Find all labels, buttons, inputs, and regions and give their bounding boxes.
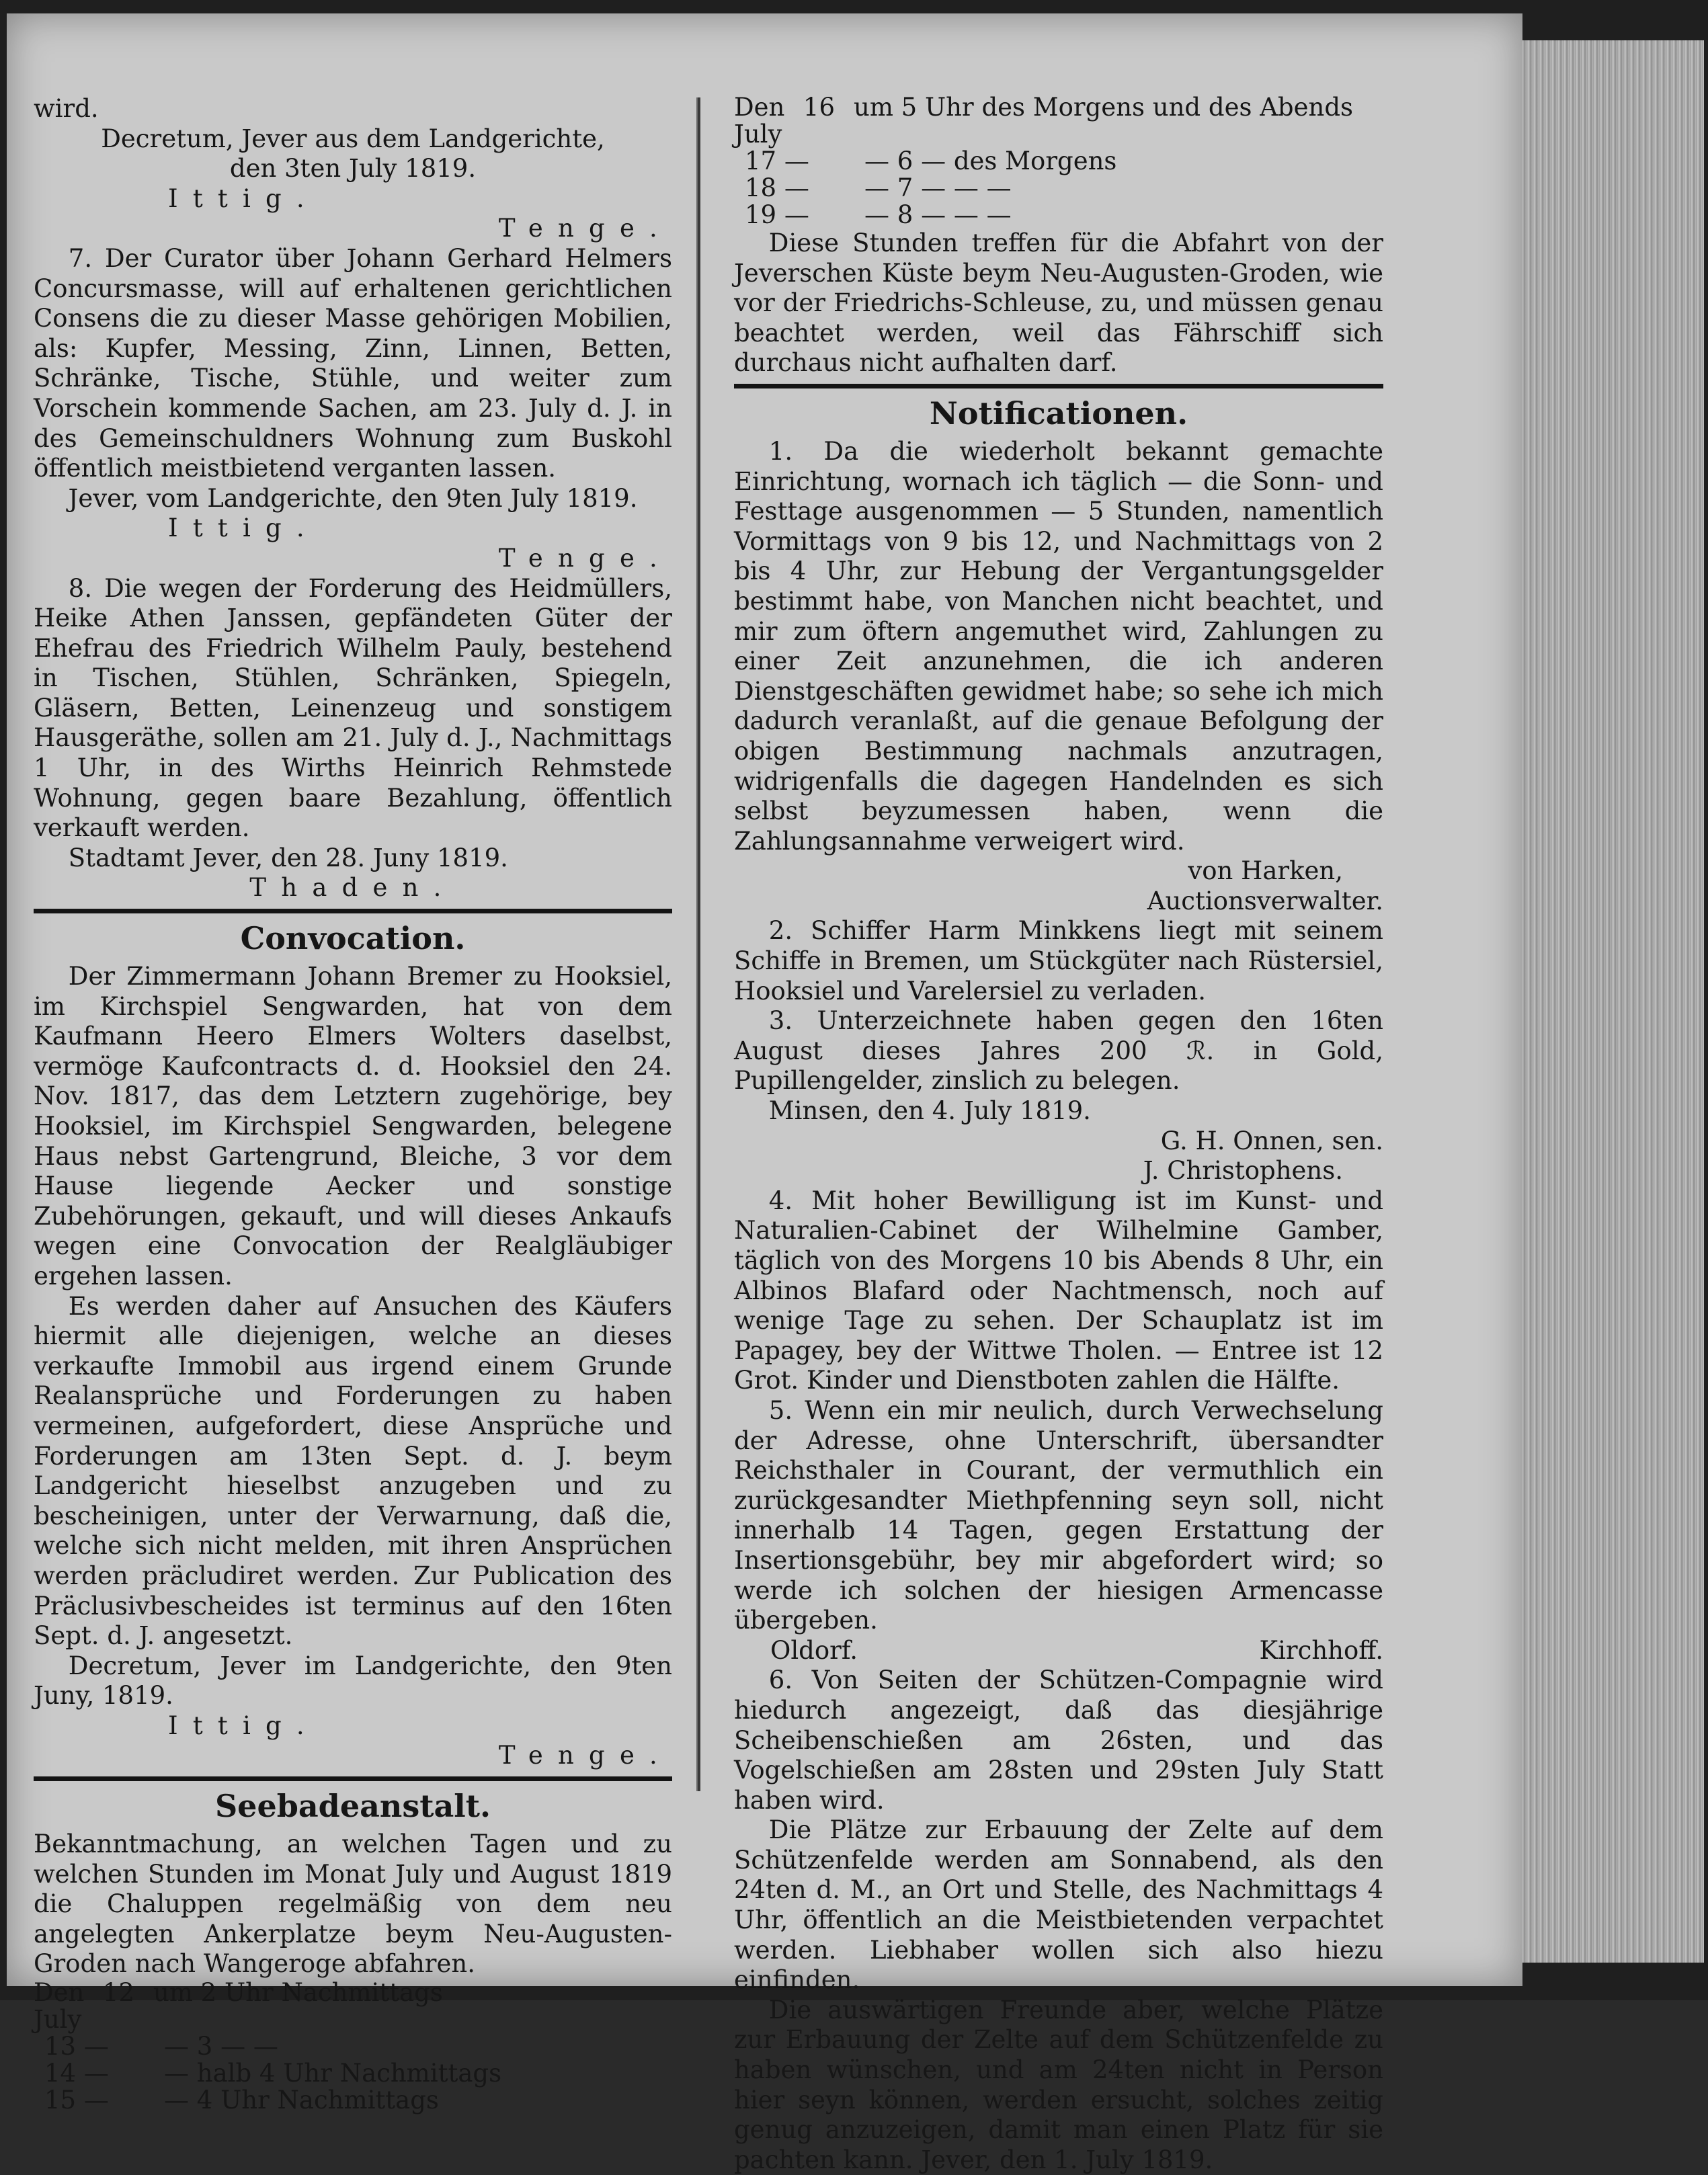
schedule-row xyxy=(734,175,1383,202)
schedule-day: 18 — xyxy=(745,173,809,202)
notification-6-paragraph: Die Plätze zur Erbauung der Zelte auf dem Schützenfelde werden am Sonnabend, als den 24ten d. M., an Ort und Stelle, des Nachmittags 4 Uhr, öffentlich an die Meistbietenden verpachtet werden. Liebhaber wollen sich also hiezu einfinden. xyxy=(734,1815,1383,1995)
schedule-row xyxy=(734,202,1383,229)
ferry-schedule-table xyxy=(734,94,1383,229)
section-rule xyxy=(34,1776,672,1781)
schedule-row xyxy=(34,1979,672,2033)
notification-4: 4. Mit hoher Bewilligung ist im Kunst- und Naturalien-Cabinet der Wilhelmine Gamber, täglich von des Morgens 10 bis Abends 8 Uhr, ein Albinos Blafard oder Nachtmensch, noch auf wenige Tage zu sehen. Der Schauplatz ist im Papagey, bey der Wittwe Tholen. — Entree ist 12 Grot. Kinder und Dienstboten zahlen die Hälfte. xyxy=(734,1186,1383,1395)
schedule-note: Diese Stunden treffen für die Abfahrt von der Jeverschen Küste beym Neu-Augusten-Groden, wie vor der Friedrichs-Schleuse, zu, und müssen genau beachtet werden, weil das Fährschiff sich durchaus nicht aufhalten darf. xyxy=(734,229,1383,378)
notification-3: 3. Unterzeichnete haben gegen den 16ten August dieses Jahres 200 ℛ. in Gold, Pupillengelder, zinslich zu belegen. xyxy=(734,1006,1383,1096)
schedule-day: 13 — xyxy=(44,2032,109,2061)
top-fragment: wird. xyxy=(34,94,99,123)
notification-5-signoff xyxy=(734,1636,1383,1666)
section-rule xyxy=(34,909,672,913)
notification-6: 6. Von Seiten der Schützen-Compagnie wird hiedurch angezeigt, daß das diesjährige Scheibenschießen am 26sten, und das Vogelschießen am 28sten und 29sten July Statt haben wird. xyxy=(734,1666,1383,1815)
section-heading-seebad: Seebadeanstalt. xyxy=(214,1788,491,1825)
notice-place-date: Minsen, den 4. July 1819. xyxy=(768,1096,1091,1126)
notice-place-date: Jever, vom Landgerichte, den 9ten July 1819. xyxy=(68,483,638,513)
signature: Ittig. xyxy=(168,514,319,543)
schedule-time: — 4 Uhr Nachmittags xyxy=(164,2086,439,2115)
notice-8: 8. Die wegen der Forderung des Heidmüllers, Heike Athen Janssen, gepfändeten Güter der Ehefrau des Friedrich Wilhelm Pauly, bestehend in Tischen, Stühlen, Schränken, Spiegeln, Gläsern, Betten, Leinenzeug und sonstigem Hausgeräthe, sollen am 21. July d. J., Nachmittags 1 Uhr, in des Wirths Heinrich Rehmstede Wohnung, gegen baare Bezahlung, öffentlich verkauft werden. xyxy=(34,573,672,843)
notification-2: 2. Schiffer Harm Minkkens liegt mit seinem Schiffe in Bremen, um Stückgüter nach Rüstersiel, Hooksiel und Varelersiel zu verladen. xyxy=(734,916,1383,1006)
notification-5: 5. Wenn ein mir neulich, durch Verwechselung der Adresse, ohne Unterschrift, übersandter Reichsthaler in Courant, der vermuthlich ein zurückgesandter Miethpfenning seyn soll, nicht innerhalb 14 Tagen, gegen Erstattung der Insertionsgebühr, bey mir abgefordert wird; so werde ich solchen der hiesigen Armencasse übergeben. xyxy=(734,1395,1383,1635)
convocation-decree: Decretum, Jever im Landgerichte, den 9ten Juny, 1819. xyxy=(34,1651,672,1711)
schedule-time: — 8 — — — xyxy=(864,200,1012,229)
signature: von Harken, xyxy=(1188,856,1343,886)
signoff-place: Oldorf. xyxy=(770,1635,858,1665)
schedule-time: — 6 — des Morgens xyxy=(864,147,1117,175)
schedule-day: Den 16 July xyxy=(734,93,835,149)
notification-6-paragraph: Die auswärtigen Freunde aber, welche Plätze zur Erbauung der Zelte auf dem Schützenfelde zu haben wünschen, und am 24ten nicht in Person hier seyn können, werden ersucht, solches zeitig genug anzuzeigen, damit man einen Platz für sie pachten kann. Jever, den 1. July 1819. xyxy=(734,1995,1383,2174)
schedule-day: 19 — xyxy=(745,200,809,229)
signature: Tenge. xyxy=(498,214,672,243)
schedule-row xyxy=(734,94,1383,148)
left-column xyxy=(34,94,672,2114)
signature: Ittig. xyxy=(168,1711,319,1740)
right-column xyxy=(734,94,1383,2175)
newspaper-page xyxy=(7,13,1522,2174)
book-page-edges xyxy=(1502,40,1704,1963)
signature: J. Christophens. xyxy=(1143,1156,1343,1186)
convocation-paragraph: Der Zimmermann Johann Bremer zu Hooksiel, im Kirchspiel Sengwarden, hat von dem Kaufmann Heero Elmers Wolters daselbst, vermöge Kaufcontracts d. d. Hooksiel den 24. Nov. 1817, das dem Letztern zugehörige, bey Hooksiel, im Kirchspiel Sengwarden, belegene Haus nebst Gartengrund, Bleiche, 3 vor dem Hause liegende Aecker und sonstige Zubehörungen, gekauft, und will dieses Ankaufs wegen eine Convocation der Realgläubiger ergehen lassen. xyxy=(34,962,672,1290)
signature: G. H. Onnen, sen. xyxy=(1160,1126,1383,1155)
seebad-announcement: Bekanntmachung, an welchen Tagen und zu welchen Stunden im Monat July und August 1819 die Chaluppen regelmäßig von dem neu angelegten Ankerplatze beym Neu-Augusten-Groden nach Wangeroge abfahren. xyxy=(34,1830,672,1979)
convocation-paragraph: Es werden daher auf Ansuchen des Käufers hiermit alle diejenigen, welche an dieses verkaufte Immobil aus irgend einem Grunde Realansprüche und Forderungen zu haben vermeinen, aufgefordert, diese Ansprüche und Forderungen am 13ten Sept. d. J. beym Landgericht hieselbst anzugeben und zu bescheinigen, unter der Verwarnung, daß die, welche sich nicht melden, mit ihren Ansprüchen werden präcludiret werden. Zur Publication des Präclusivbescheides ist terminus auf den 16ten Sept. d. J. angesetzt. xyxy=(34,1291,672,1651)
column-divider xyxy=(696,97,700,1791)
schedule-time: — 3 — — xyxy=(164,2032,278,2061)
section-heading-notifications: Notificationen. xyxy=(929,395,1188,432)
decree-date: den 3ten July 1819. xyxy=(229,154,477,183)
schedule-time: um 5 Uhr des Morgens und des Abends xyxy=(854,93,1354,122)
section-heading-convocation: Convocation. xyxy=(240,920,466,957)
signature: Tenge. xyxy=(498,543,672,573)
schedule-row xyxy=(34,2060,672,2087)
signature: Thaden. xyxy=(249,873,456,903)
schedule-day: 15 — xyxy=(44,2086,109,2115)
signature-title: Auctionsverwalter. xyxy=(1147,886,1383,915)
schedule-day: 17 — xyxy=(745,147,809,175)
signature: Kirchhoff. xyxy=(1259,1635,1383,1665)
decree-line: Decretum, Jever aus dem Landgerichte, xyxy=(101,124,605,153)
schedule-row xyxy=(734,148,1383,175)
ferry-schedule-table xyxy=(34,1979,672,2114)
schedule-row xyxy=(34,2087,672,2114)
schedule-time: — halb 4 Uhr Nachmittags xyxy=(164,2059,502,2088)
schedule-row xyxy=(34,2033,672,2060)
schedule-time: — 7 — — — xyxy=(864,173,1012,202)
schedule-time: um 2 Uhr Nachmittags xyxy=(153,1978,443,2008)
notification-1: 1. Da die wiederholt bekannt gemachte Einrichtung, wornach ich täglich — die Sonn- und Festtage ausgenommen — 5 Stunden, namentlich Vormittags von 9 bis 12, und Nachmittags von 2 bis 4 Uhr, zur Hebung der Vergantungsgelder bestimmt habe, von Manchen nicht beachtet, und mir zum öftern angemuthet wird, Zahlungen zu einer Zeit anzunehmen, die ich anderen Dienstgeschäften gewidmet habe; so sehe ich mich dadurch veranlaßt, auf die genaue Befolgung der obigen Bestimmung nachmals anzutragen, widrigenfalls die dagegen Handelnden es sich selbst beyzumessen haben, wenn die Zahlungsannahme verweigert wird. xyxy=(734,436,1383,856)
section-rule xyxy=(734,384,1383,388)
schedule-day: 14 — xyxy=(44,2059,109,2088)
schedule-day: Den 12 July xyxy=(34,1978,134,2035)
notice-7: 7. Der Curator über Johann Gerhard Helmers Concursmasse, will auf erhaltenen gerichtlichen Consens die zu dieser Masse gehörigen Mobilien, als: Kupfer, Messing, Zinn, Linnen, Betten, Schränke, Tische, Stühle, und weiter zum Vorschein kommende Sachen, am 23. July d. J. in des Gemeinschuldners Wohnung zum Buskohl öffentlich meistbietend verganten lassen. xyxy=(34,243,672,483)
signature: Tenge. xyxy=(498,1741,672,1770)
signature: Ittig. xyxy=(168,183,319,213)
notice-place-date: Stadtamt Jever, den 28. Juny 1819. xyxy=(68,843,508,872)
